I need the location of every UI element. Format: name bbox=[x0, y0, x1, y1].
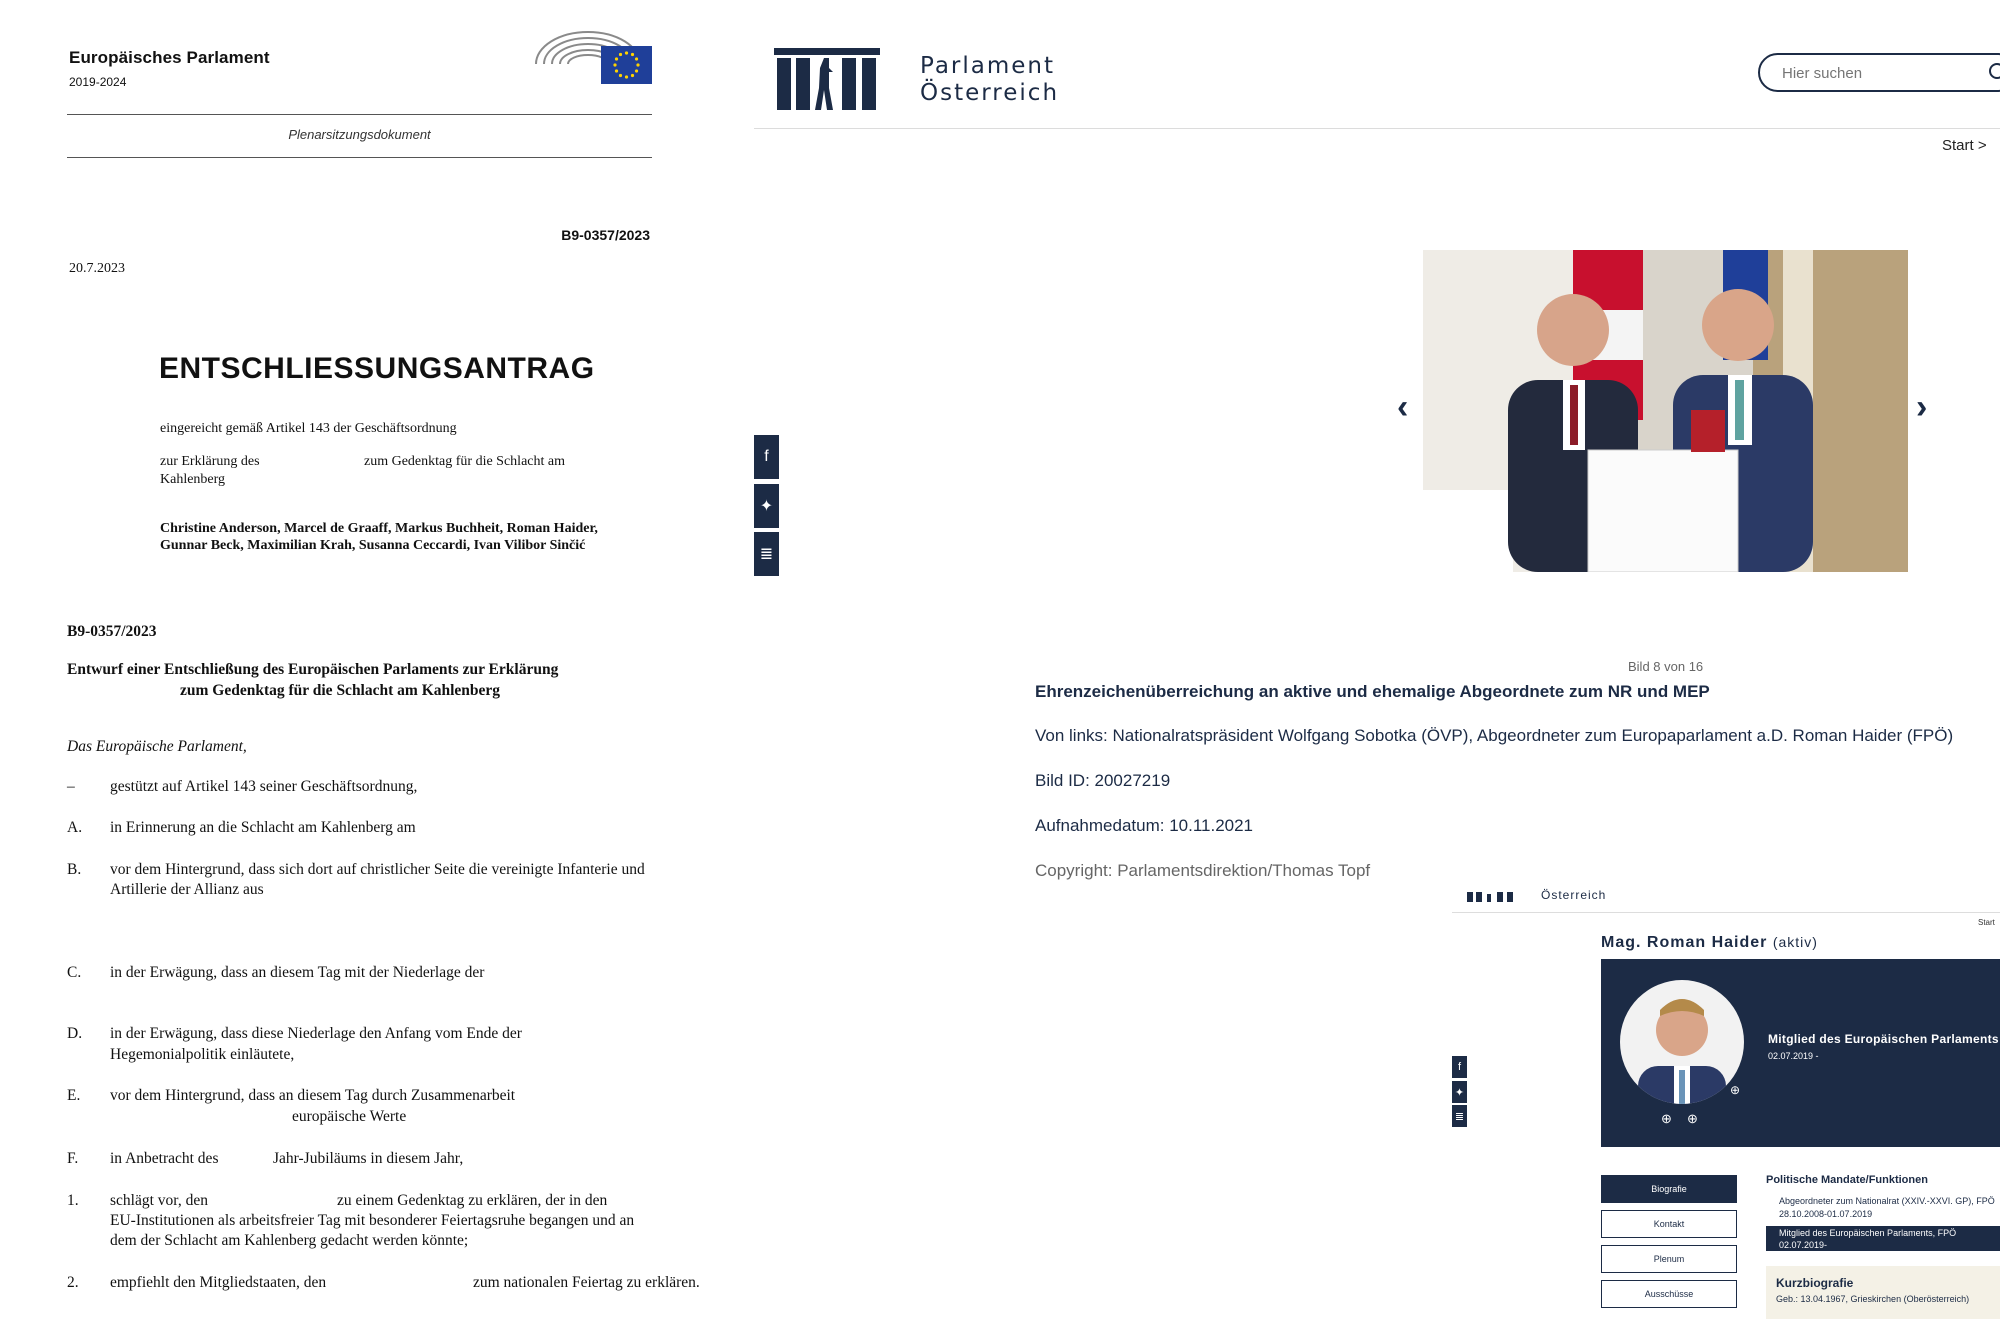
ep-title: ENTSCHLIESSUNGSANTRAG bbox=[159, 352, 595, 385]
profile-photo[interactable] bbox=[1620, 980, 1744, 1104]
pa-name-mini: Österreich bbox=[1541, 888, 1607, 902]
profile-name: Mag. Roman Haider (aktiv) bbox=[1601, 934, 1818, 951]
prev-arrow-icon[interactable]: ‹ bbox=[1397, 388, 1409, 426]
item-label: B. bbox=[67, 861, 82, 878]
gallery-photo[interactable] bbox=[1423, 250, 1908, 572]
item-label: A. bbox=[67, 819, 83, 836]
item-label: – bbox=[67, 778, 75, 795]
search-box[interactable] bbox=[1758, 53, 2000, 92]
ep-draft-1: Entwurf einer Entschließung des Europäischen Parlaments zur Erklärung bbox=[67, 661, 559, 678]
item-label: 2. bbox=[67, 1274, 79, 1291]
search-input[interactable] bbox=[1780, 64, 1984, 83]
search-icon[interactable] bbox=[1987, 62, 2000, 82]
facebook-icon[interactable]: f bbox=[1452, 1056, 1467, 1078]
ep-about-a: zur Erklärung des bbox=[160, 454, 260, 469]
image-id: Bild ID: 20027219 bbox=[1035, 771, 1171, 790]
profile-status: (aktiv) bbox=[1772, 934, 1818, 950]
caption-description: Von links: Nationalratspräsident Wolfgang Sobotka (ÖVP), Abgeordneter zum Europaparlament a.D. Roman Haider (FPÖ) bbox=[1035, 726, 1954, 745]
pa-logo-mini bbox=[1467, 888, 1519, 902]
pa-logo[interactable] bbox=[774, 46, 880, 112]
ep-reference: B9-0357/2023 bbox=[561, 227, 650, 243]
ep-authors-1: Christine Anderson, Marcel de Graaff, Markus Buchheit, Roman Haider, bbox=[160, 521, 598, 536]
item-text: europäische Werte bbox=[292, 1108, 407, 1125]
item-label: C. bbox=[67, 964, 82, 981]
pa-name-2: Österreich bbox=[920, 80, 1060, 106]
divider bbox=[67, 157, 652, 158]
ep-draft-2: zum Gedenktag für die Schlacht am Kahlenberg bbox=[180, 682, 501, 699]
twitter-icon[interactable]: ✦ bbox=[754, 484, 779, 528]
profile-role-date: 02.07.2019 - bbox=[1768, 1051, 1819, 1061]
mandate-date: 28.10.2008-01.07.2019 bbox=[1779, 1209, 1873, 1219]
ep-logo bbox=[530, 18, 652, 92]
profile-role: Mitglied des Europäischen Parlaments bbox=[1768, 1032, 1999, 1046]
capture-date: Aufnahmedatum: 10.11.2021 bbox=[1035, 816, 1254, 835]
item-text: dem der Schlacht am Kahlenberg gedacht werden könnte; bbox=[110, 1232, 469, 1249]
item-text: zu einem Gedenktag zu erklären, der in den bbox=[337, 1192, 608, 1209]
item-label: F. bbox=[67, 1150, 79, 1167]
short-bio-box bbox=[1766, 1266, 2000, 1319]
item-text: in der Erwägung, dass an diesem Tag mit der Niederlage der bbox=[110, 964, 485, 981]
item-text: gestützt auf Artikel 143 seiner Geschäftsordnung, bbox=[110, 778, 418, 795]
ep-submitted: eingereicht gemäß Artikel 143 der Geschäftsordnung bbox=[160, 421, 457, 436]
tab-ausschuesse[interactable]: Ausschüsse bbox=[1601, 1280, 1737, 1308]
mandate-item: Abgeordneter zum Nationalrat (XXIV.-XXVI. GP), FPÖ bbox=[1779, 1196, 1995, 1206]
ep-about-c: Kahlenberg bbox=[160, 472, 226, 487]
tab-kontakt[interactable]: Kontakt bbox=[1601, 1210, 1737, 1238]
item-text: schlägt vor, den bbox=[110, 1192, 208, 1209]
copyright: Copyright: Parlamentsdirektion/Thomas Topf bbox=[1035, 861, 1371, 880]
globe-icon[interactable]: ⊕ bbox=[1687, 1111, 1698, 1126]
print-icon[interactable]: ≣ bbox=[1452, 1105, 1467, 1127]
globe-icon[interactable]: ⊕ bbox=[1661, 1111, 1672, 1126]
item-text: empfiehlt den Mitgliedstaaten, den bbox=[110, 1274, 327, 1291]
ep-doc-type: Plenarsitzungsdokument bbox=[288, 127, 431, 142]
item-text: in Erinnerung an die Schlacht am Kahlenberg am bbox=[110, 819, 416, 836]
divider bbox=[1452, 912, 2000, 913]
zoom-icon[interactable]: ⊕ bbox=[1730, 1083, 1741, 1097]
ep-intro: Das Europäische Parlament, bbox=[67, 738, 247, 755]
ep-document bbox=[0, 0, 752, 1319]
breadcrumb-mini[interactable]: Start bbox=[1978, 918, 1995, 927]
mandate-item: Mitglied des Europäischen Parlaments, FPÖ bbox=[1779, 1228, 1957, 1238]
twitter-icon[interactable]: ✦ bbox=[1452, 1081, 1467, 1103]
ep-about-b: zum Gedenktag für die Schlacht am bbox=[364, 454, 565, 469]
ep-org-name: Europäisches Parlament bbox=[69, 48, 270, 67]
mandate-date: 02.07.2019- bbox=[1779, 1240, 1828, 1250]
facebook-icon[interactable]: f bbox=[754, 435, 779, 479]
tab-plenum[interactable]: Plenum bbox=[1601, 1245, 1737, 1273]
item-text: vor dem Hintergrund, dass sich dort auf christlicher Seite die vereinigte Infanterie und bbox=[110, 861, 645, 878]
pa-name-1: Parlament bbox=[920, 53, 1056, 79]
next-arrow-icon[interactable]: › bbox=[1916, 388, 1928, 426]
item-text: in der Erwägung, dass diese Niederlage den Anfang vom Ende der bbox=[110, 1025, 522, 1042]
item-text: Jahr-Jubiläums in diesem Jahr, bbox=[273, 1150, 464, 1167]
mandates-title: Politische Mandate/Funktionen bbox=[1766, 1174, 1928, 1186]
item-text: zum nationalen Feiertag zu erklären. bbox=[473, 1274, 700, 1291]
print-icon[interactable]: ≣ bbox=[754, 532, 779, 576]
item-text: Hegemonialpolitik einläutete, bbox=[110, 1046, 295, 1063]
ep-authors-2: Gunnar Beck, Maximilian Krah, Susanna Ceccardi, Ivan Vilibor Sinčić bbox=[160, 538, 586, 553]
item-label: D. bbox=[67, 1025, 83, 1042]
image-count: Bild 8 von 16 bbox=[1628, 659, 1704, 674]
short-bio-text: Geb.: 13.04.1967, Grieskirchen (Oberösterreich) bbox=[1776, 1294, 1970, 1304]
ep-date: 20.7.2023 bbox=[69, 261, 125, 276]
item-text: in Anbetracht des bbox=[110, 1150, 219, 1167]
breadcrumb[interactable]: Start > bbox=[1942, 137, 1987, 154]
ep-term: 2019-2024 bbox=[69, 75, 127, 89]
short-bio-title: Kurzbiografie bbox=[1776, 1276, 1854, 1290]
tab-biografie[interactable]: Biografie bbox=[1601, 1175, 1737, 1203]
item-label: E. bbox=[67, 1087, 81, 1104]
divider bbox=[67, 114, 652, 115]
ep-reference-2: B9-0357/2023 bbox=[67, 623, 157, 640]
item-label: 1. bbox=[67, 1192, 79, 1209]
item-text: Artillerie der Allianz aus bbox=[110, 881, 264, 898]
caption-title: Ehrenzeichenüberreichung an aktive und ehemalige Abgeordnete zum NR und MEP bbox=[1035, 682, 1710, 701]
item-text: EU-Institutionen als arbeitsfreier Tag mit besonderer Feiertagsruhe begangen und an bbox=[110, 1212, 635, 1229]
item-text: vor dem Hintergrund, dass an diesem Tag durch Zusammenarbeit bbox=[110, 1087, 516, 1104]
